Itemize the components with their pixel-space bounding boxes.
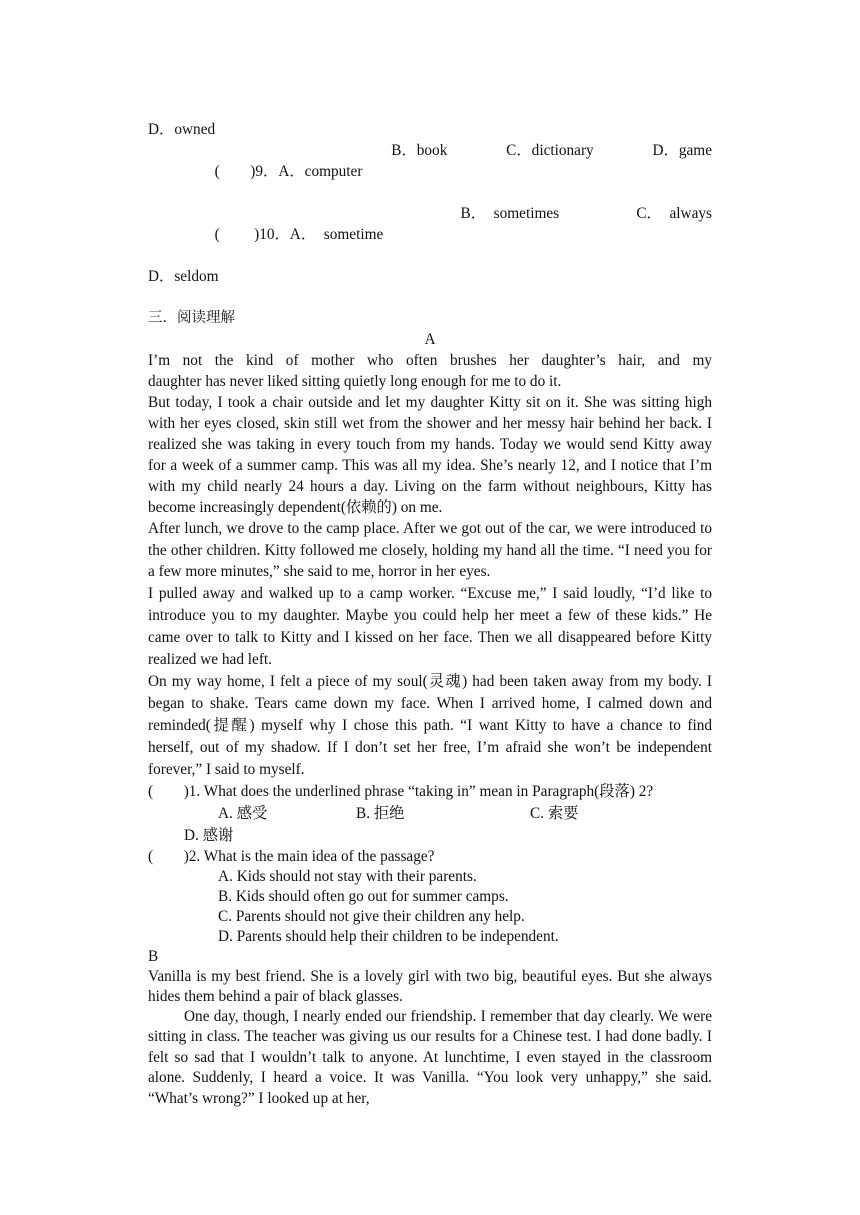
- q2-option-c: C. Parents should not give their children any help.: [218, 907, 525, 925]
- q2-option-a: A. Kids should not stay with their parents.: [218, 867, 477, 885]
- passage-a-p4: I pulled away and walked up to a camp worker. “Excuse me,” I said loudly, “I’d like to introduce you to my daughter. Maybe you could help her meet a few of these kids.” He came over to talk to Kitty and I kissed on her face. Then we all disappeared before Kitty realized we had left.: [148, 584, 712, 668]
- q1-option-d: D. 感谢: [184, 826, 234, 844]
- passage-b-p2: One day, though, I nearly ended our friendship. I remember that day clearly. We were sitting in class. The teacher was giving us our results for a Chinese test. I had done badly. I felt so sad that I wouldn’t talk to anyone. At lunchtime, I even stayed in the classroom alone. Suddenly, I heard a voice. It was Vanilla. “You look very unhappy,” she said. “What’s wrong?” I looked up at her,: [148, 1007, 712, 1107]
- q9-option-a: A．computer: [278, 163, 363, 180]
- q10-option-b: B． sometimes: [460, 205, 560, 222]
- passage-a-p5: On my way home, I felt a piece of my soul(灵魂) had been taken away from my body. I began to shake. Tears came down my face. When I arrived home, I calmed down and reminded(提醒) myself why I chose this path. “I want Kitty to have a chance to find herself, out of my shadow. If I don’t set her free, I’m afraid she won’t be independent forever,” I said to myself.: [148, 672, 712, 778]
- q10-option-c: C． always: [636, 205, 712, 222]
- passage-a-p1-line2: daughter has never liked sitting quietly long enough for me to do it.: [148, 373, 562, 390]
- question-10: [148, 203, 712, 266]
- passage-a-p2: But today, I took a chair outside and let my daughter Kitty sit on it. She was sitting high with her eyes closed, skin still wet from the shower and her messy hair behind her back. I realized she was taking in every touch from my hands. Today we would send Kitty away for a week of a summer camp. This was all my idea. She’s nearly 12, and I notice that I’m with my child nearly 24 hours a day. Living on the farm without neighbours, Kitty has become increasingly dependent(依赖的) on me.: [148, 394, 712, 516]
- q9-option-d: D．game: [652, 142, 712, 159]
- document-content: [148, 119, 712, 1109]
- q9-option-b: B．book: [391, 142, 448, 159]
- q2-option-d: D. Parents should help their children to be independent.: [218, 927, 559, 945]
- q1-option-a: A. 感受: [218, 804, 268, 822]
- q10-option-d: D．seldom: [148, 268, 219, 285]
- q2-option-b: B. Kids should often go out for summer camps.: [218, 887, 509, 905]
- q1-option-c: C. 索要: [530, 804, 579, 822]
- section-heading: 三．阅读理解: [148, 310, 235, 326]
- passage-a-p3: After lunch, we drove to the camp place. After we got out of the car, we were introduced to the other children. Kitty followed me closely, holding my hand all the time. “I need you for a few more minutes,” she said to me, horror in her eyes.: [148, 520, 712, 580]
- q10-option-a: A． sometime: [289, 226, 384, 243]
- passage-b-p1: Vanilla is my best friend. She is a lovely girl with two big, beautiful eyes. But she always hides them behind a pair of black glasses.: [148, 967, 712, 1005]
- q9-stem: ( )9．: [214, 163, 279, 180]
- question-2-stem: ( )2. What is the main idea of the passage?: [148, 847, 435, 865]
- q8-option-d: D．owned: [148, 121, 216, 138]
- q9-option-c: C．dictionary: [506, 142, 594, 159]
- q10-stem: ( )10．: [214, 226, 290, 243]
- question-9: [148, 140, 712, 203]
- passage-a-label: A: [424, 331, 436, 348]
- passage-b-label: B: [148, 947, 159, 965]
- question-1-stem: ( )1. What does the underlined phrase “taking in” mean in Paragraph(段落) 2?: [148, 782, 654, 800]
- question-1-options: [148, 803, 712, 825]
- q1-option-b: B. 拒绝: [356, 804, 405, 822]
- passage-a-p1-line1: I’m not the kind of mother who often brushes her daughter’s hair, and my: [148, 352, 712, 369]
